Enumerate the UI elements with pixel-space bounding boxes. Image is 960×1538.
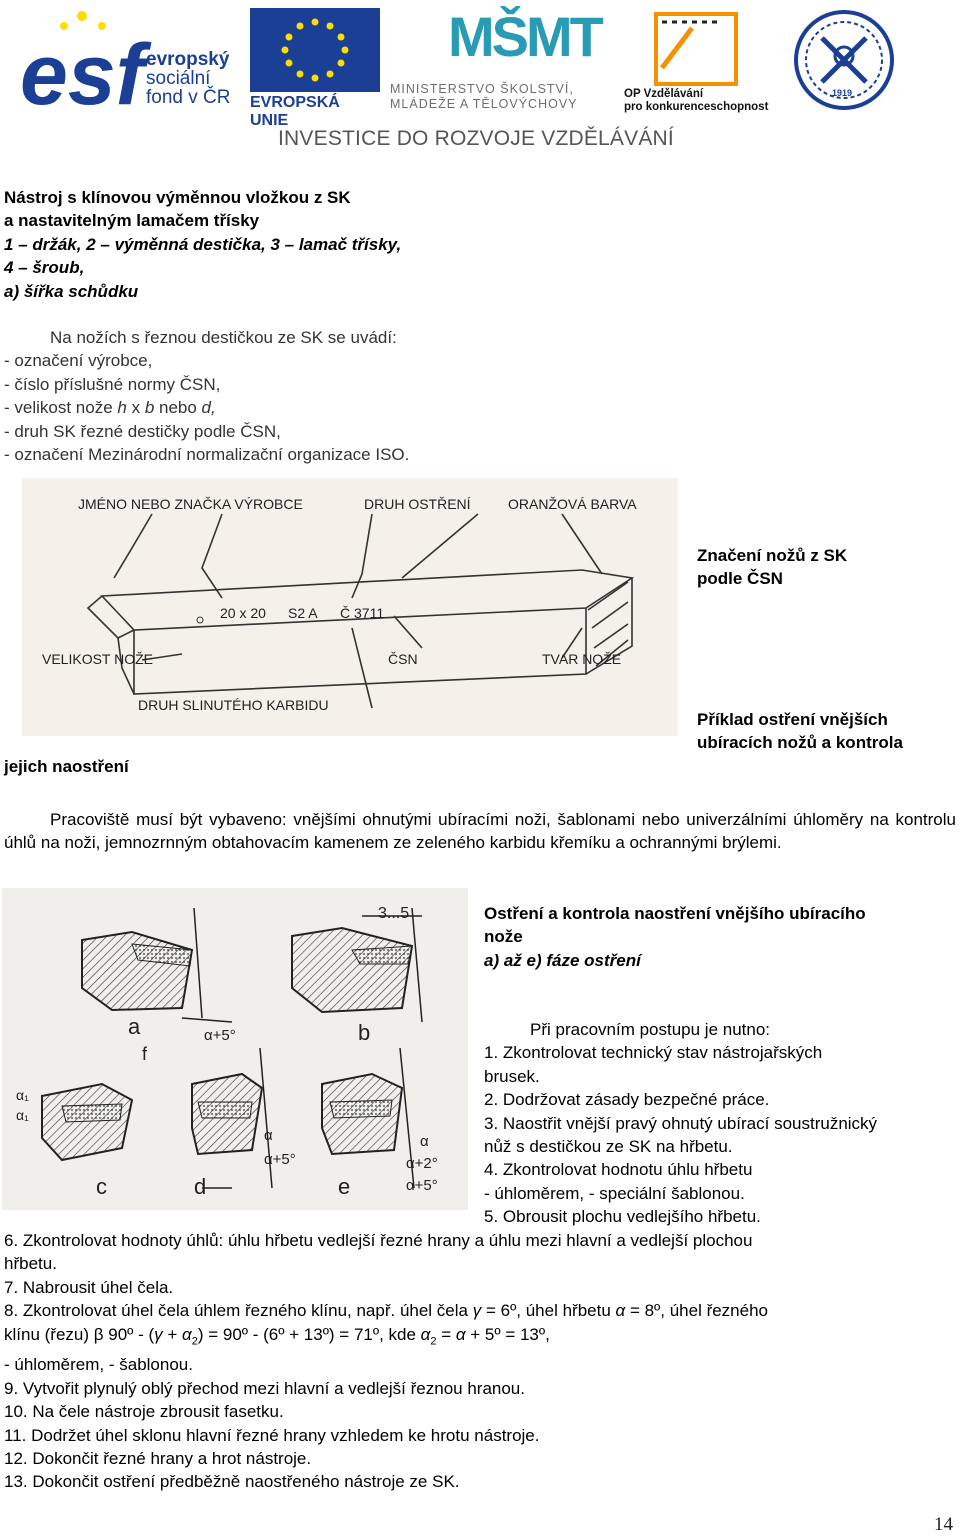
step-5: 5. Obrousit plochu vedlejšího hřbetu. [484,1207,761,1227]
svg-text:esf: esf [20,27,145,116]
step-1-a: 1. Zkontrolovat technický stav nástrojařských [484,1043,823,1063]
label-size-code: 20 x 20 [220,605,266,621]
label-phase-d: d [194,1174,207,1199]
marking-item-3: - velikost nože h x b nebo d, [4,398,216,418]
caption-sharpening-line-1: Ostření a kontrola naostření vnějšího ubíracího [484,904,866,923]
esf-line-3: fond v ČR [146,87,231,108]
label-sharpening: DRUH OSTŘENÍ [364,496,471,512]
page-number: 14 [934,1514,953,1535]
step-8-a: 8. Zkontrolovat úhel čela úhlem řezného klínu, např. úhel čela γ = 6º, úhel hřbetu α = 8º, úhel řezného [4,1301,769,1321]
step-10: 10. Na čele nástroje zbrousit fasetku. [4,1402,284,1422]
op-line-1: OP Vzdělávání [624,88,704,100]
steps-full-width [4,1229,956,1494]
step-9: 9. Vytvořit plynulý oblý přechod mezi hlavní a vedlejší řeznou hranou. [4,1378,525,1398]
msmt-logo [390,4,620,116]
label-alpha-5-e: α+5° [406,1177,438,1194]
step-8-c: - úhloměrem, - šablonou. [4,1355,193,1375]
caption-tool-line-1: Nástroj s klínovou výměnnou vložkou z SK [4,188,351,207]
label-size: VELIKOST NOŽE [42,651,153,667]
caption-marking-line-2: podle ČSN [697,569,783,589]
label-norm: Č 3711 [340,605,385,621]
caption-marking [697,544,947,591]
caption-example-line-2: ubíracích nožů a kontrola [697,733,903,753]
label-alpha-5-d: α+5° [264,1151,296,1168]
msmt-line-2: MLÁDEŽE A TĚLOVÝCHOVY [390,97,578,111]
step-6-a: 6. Zkontrolovat hodnoty úhlů: úhlu hřbetu vedlejší řezné hrany a úhlu mezi hlavní a vedlejší plochou [4,1231,753,1250]
steps-right-column [484,1018,956,1229]
step-1-b: brusek. [484,1066,540,1086]
op-logo [622,8,772,116]
op-line-2: pro konkurenceschopnost [624,101,769,113]
esf-line-2: sociální [146,68,211,89]
label-manufacturer: JMÉNO NEBO ZNAČKA VÝROBCE [78,496,303,512]
banner-title: INVESTICE DO ROZVOJE VZDĚLÁVÁNÍ [278,127,674,150]
step-12: 12. Dokončit řezné hrany a hrot nástroje. [4,1449,312,1469]
marking-item-2: - číslo příslušné normy ČSN, [4,374,221,394]
caption-sharpening-line-3: a) až e) fáze ostření [484,950,641,970]
marking-item-5: - označení Mezinárodní normalizační organizace ISO. [4,445,410,465]
caption-tool-line-3: 1 – držák, 2 – výměnná destička, 3 – lamač třísky, [4,234,402,254]
label-phase-b: b [358,1020,371,1045]
figure-sharpening [2,888,468,1210]
step-2: 2. Dodržovat zásady bezpečné práce. [484,1090,770,1110]
marking-intro: Na nožích s řeznou destičkou ze SK se uvádí: [50,328,397,347]
label-alpha1-a: α₁ [16,1087,29,1103]
caption-sharpening [484,902,954,972]
workplace-paragraph: Pracoviště musí být vybaveno: vnějšími ohnutými ubíracími noži, šablonami nebo univerzálními úhloměry na kontrolu úhlů na noži, jemnozrnným obtahovacím kamenem ze zeleného karbidu křemíku a ochrannými brýlemi. [4,810,956,853]
step-3-a: 3. Naostřit vnější pravý ohnutý ubírací soustružnický [484,1113,878,1133]
label-dim: 3...5 [378,905,410,922]
eu-logo [250,8,382,129]
label-color: ORANŽOVÁ BARVA [508,496,637,512]
step-6-b: hřbetu. [4,1254,57,1274]
school-year: 1919 [832,88,853,98]
caption-marking-line-1: Značení nožů z SK [697,546,848,565]
label-f: f [142,1044,148,1064]
caption-tool-line-2: a nastavitelným lamačem třísky [4,211,260,231]
msmt-line-1: MINISTERSTVO ŠKOLSTVÍ, [390,82,574,96]
step-11: 11. Dodržet úhel sklonu hlavní řezné hrany vzhledem ke hrotu nástroje. [4,1425,540,1445]
caption-sharpening-line-2: nože [484,927,523,947]
tool-marking-drawing [22,478,678,736]
caption-tool-line-4: 4 – šroub, [4,258,85,278]
label-phase-e: e [338,1174,351,1199]
eu-flag-icon [250,8,380,92]
step-4-a: 4. Zkontrolovat hodnotu úhlu hřbetu [484,1160,753,1180]
esf-line-1: evropský [146,49,230,70]
label-alpha-2-e: α+2° [406,1155,438,1172]
label-shape: TVAR NOŽE [542,651,622,667]
figure-tool-marking [22,478,678,736]
label-grade: S2 A [288,605,318,621]
caption-example [697,708,957,755]
caption-example-line-1: Příklad ostření vnějších [697,710,888,729]
label-phase-c: c [96,1174,107,1199]
step-3-b: nůž s destičkou ze SK na hřbetu. [484,1137,733,1157]
caption-tool [4,186,564,303]
step-4-b: - úhloměrem, - speciální šablonou. [484,1183,745,1203]
eu-caption: EVROPSKÁ UNIE [250,94,340,129]
label-alpha-5-a: α+5° [204,1027,236,1044]
label-alpha-e: α [420,1133,429,1150]
esf-logo [18,6,248,116]
marking-item-4: - druh SK řezné destičky podle ČSN, [4,421,281,441]
label-phase-a: a [128,1014,141,1039]
label-alpha-d: α [264,1127,273,1144]
marking-list [4,326,564,466]
steps-intro: Při pracovním postupu je nutno: [530,1020,771,1039]
caption-example-line-3: jejich naostření [4,757,129,776]
school-logo [792,8,896,112]
label-carbide: DRUH SLINUTÉHO KARBIDU [138,697,329,713]
sharpening-drawing [2,888,468,1210]
label-alpha1-b: α₁ [16,1107,29,1123]
step-13: 13. Dokončit ostření předběžně naostřeného nástroje ze SK. [4,1472,460,1492]
step-7: 7. Nabrousit úhel čela. [4,1277,174,1297]
step-8-b: klínu (řezu) β 90º - $(\gamma + \alpha_2)$ = 90º - (6º + 13º) = 71º, kde $\alpha_2 = \alpha$ + 5º = 13º, [4,1324,550,1348]
label-csn: ČSN [388,651,418,667]
msmt-mark: MŠMT [448,5,601,68]
op-logo-mark [622,8,772,88]
marking-item-1: - označení výrobce, [4,351,153,371]
caption-tool-line-5: a) šířka schůdku [4,281,139,301]
